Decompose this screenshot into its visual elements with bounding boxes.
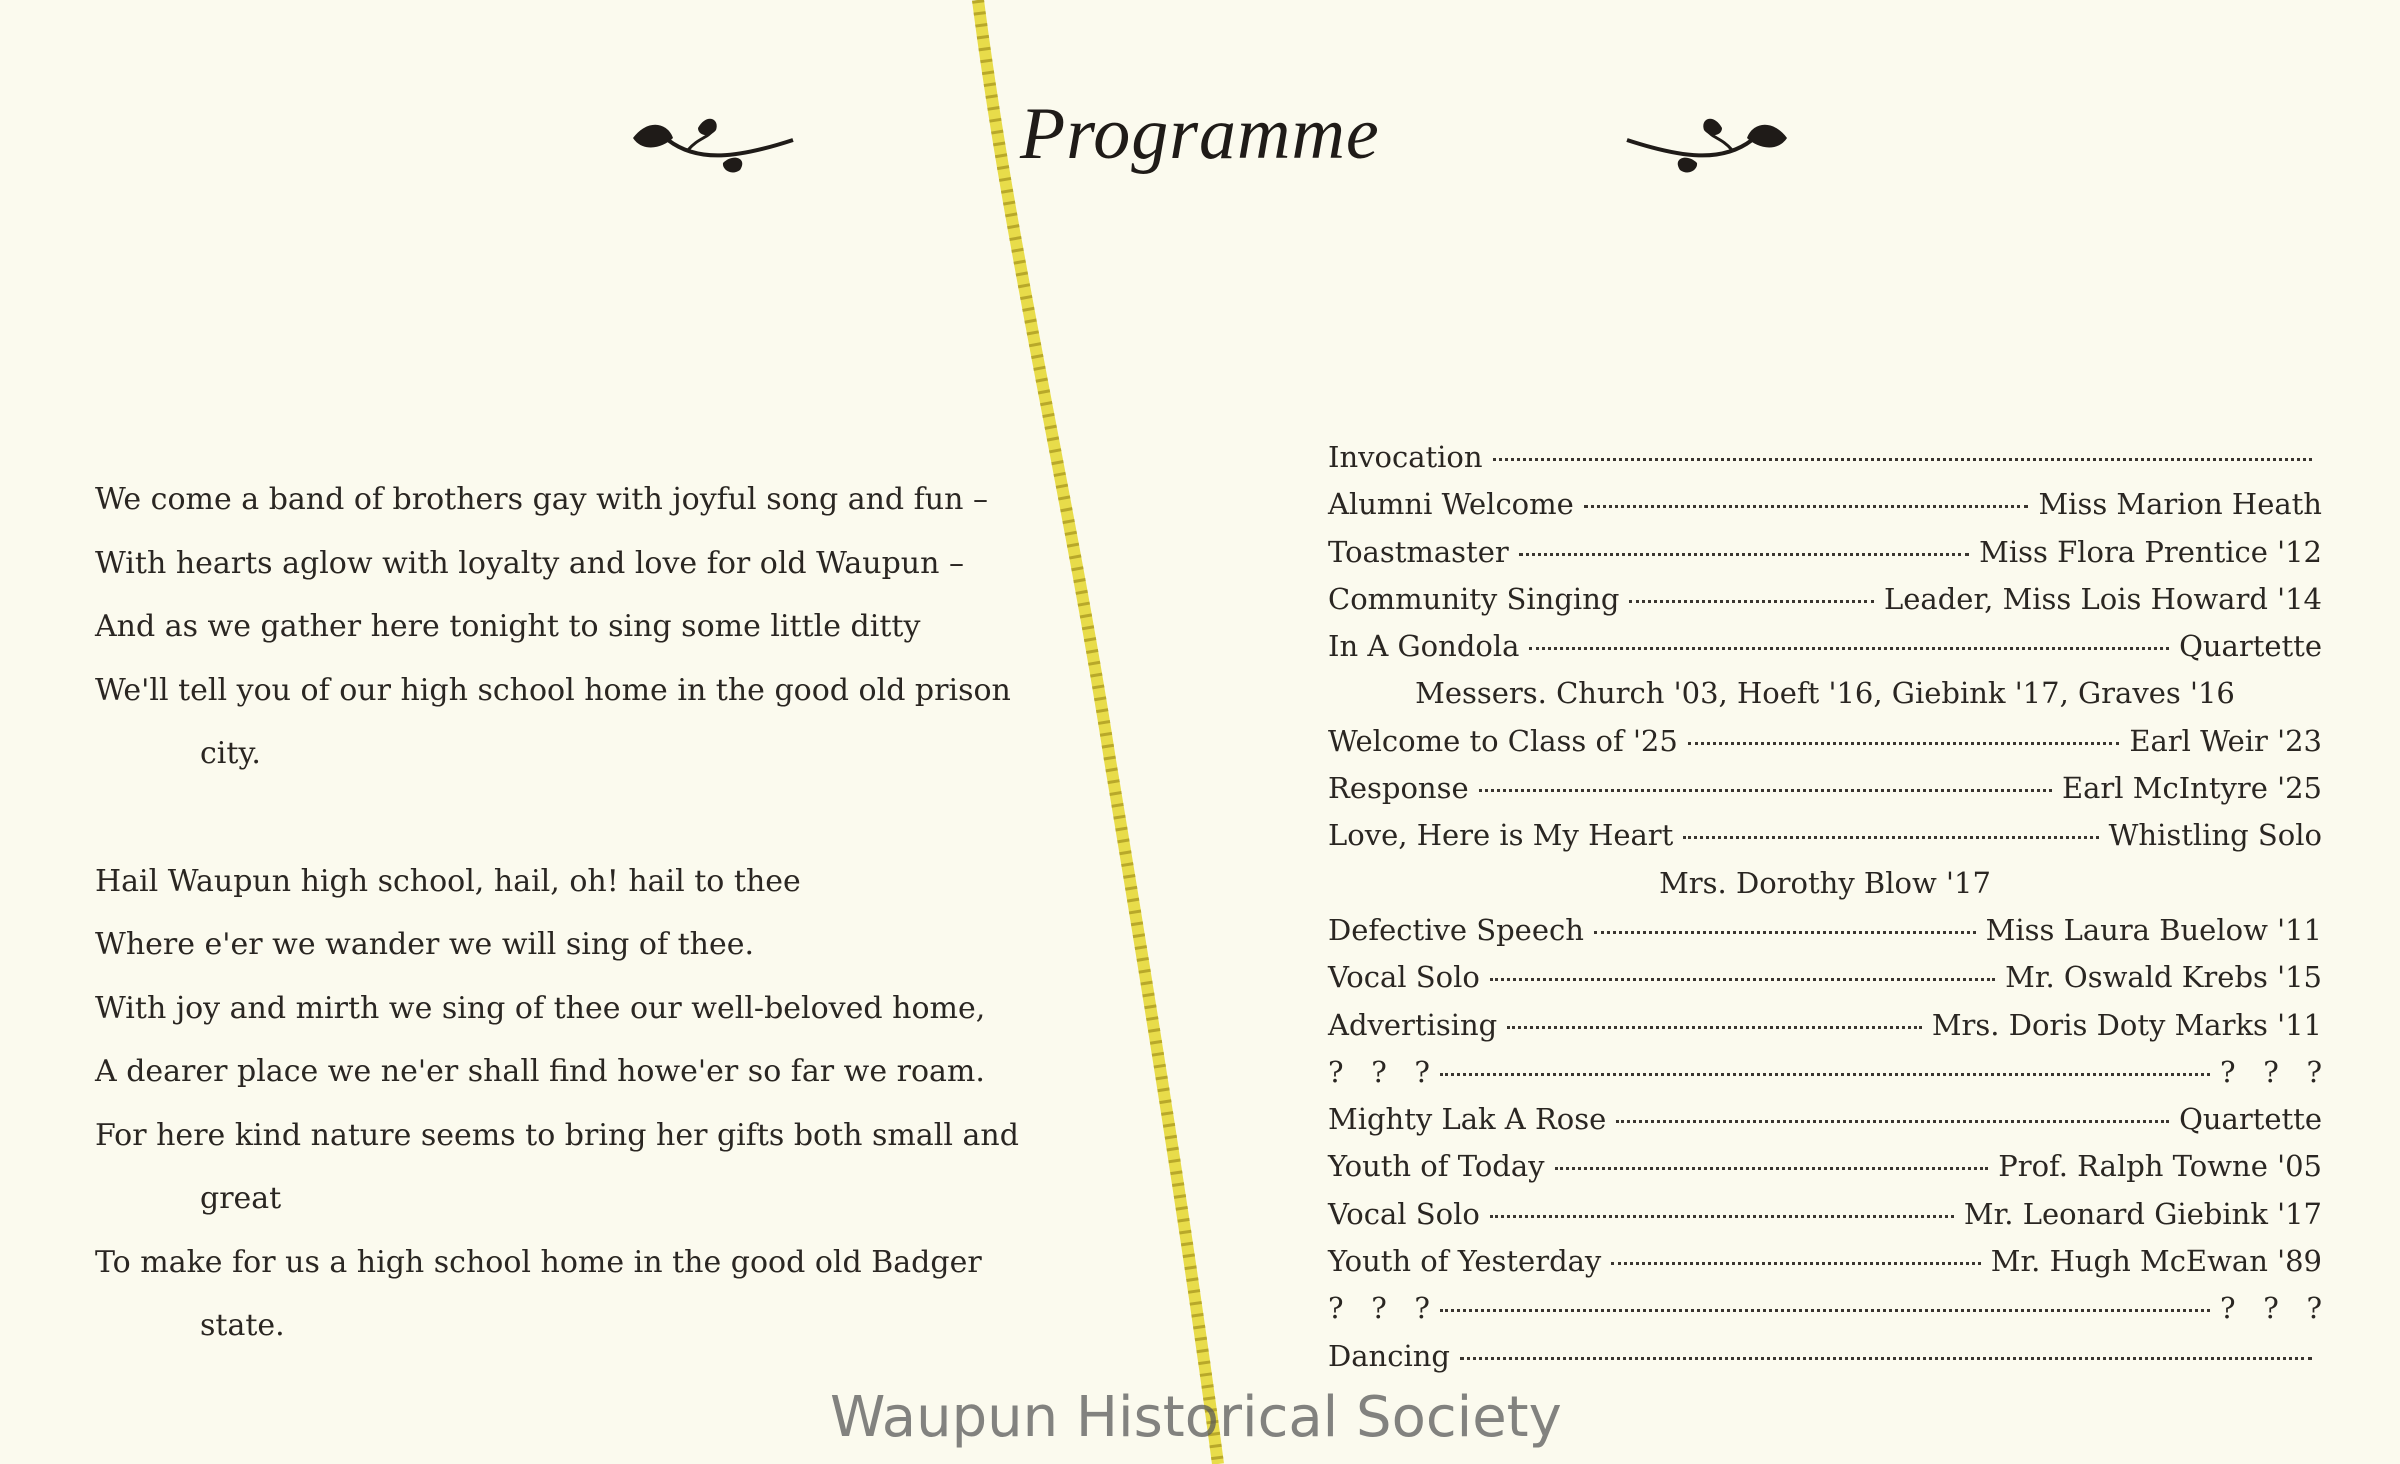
verse-gap <box>95 786 1095 850</box>
page-title: Programme <box>1020 93 1380 175</box>
dot-leader <box>1440 1073 2210 1076</box>
dot-leader <box>1460 1357 2312 1360</box>
dot-leader <box>1584 505 2029 508</box>
programme-item-title: Welcome to Class of '25 <box>1328 723 1678 758</box>
programme-note: Messers. Church '03, Hoeft '16, Giebink '17, Graves '16 <box>1415 676 2235 711</box>
watermark: Waupun Historical Society <box>830 1385 1562 1450</box>
programme-item-title: Response <box>1328 771 1469 806</box>
programme-item <box>1328 765 2322 812</box>
programme-item-performer: Quartette <box>2179 629 2322 664</box>
song-line: city. <box>200 736 261 771</box>
dot-leader <box>1479 789 2052 792</box>
programme-item <box>1328 1285 2322 1332</box>
programme-item-performer: ? ? ? <box>2220 1291 2322 1326</box>
dot-leader <box>1555 1167 1989 1170</box>
programme-item <box>1328 1191 2322 1238</box>
song-line: A dearer place we ne'er shall find howe'er so far we roam. <box>95 1054 985 1089</box>
programme-item-performer: Mr. Hugh McEwan '89 <box>1990 1244 2322 1279</box>
dot-leader <box>1594 931 1976 934</box>
programme-item-title: Vocal Solo <box>1328 1196 1480 1231</box>
programme-item-performer: Mr. Leonard Giebink '17 <box>1963 1196 2322 1231</box>
song-line: With hearts aglow with loyalty and love for old Waupun – <box>95 545 964 581</box>
programme-item-title: Dancing <box>1328 1338 1450 1373</box>
programme-item <box>1328 907 2322 954</box>
programme-item-title: Toastmaster <box>1328 534 1509 569</box>
programme-item-performer: Miss Flora Prentice '12 <box>1979 534 2322 569</box>
programme-item-title: Advertising <box>1328 1007 1498 1042</box>
dot-leader <box>1683 836 2098 839</box>
song-line: To make for us a high school home in the good old Badger <box>95 1244 982 1280</box>
dot-leader <box>1529 647 2169 650</box>
programme-item <box>1328 1143 2322 1190</box>
dot-leader <box>1440 1309 2210 1312</box>
song-line: With joy and mirth we sing of thee our well-beloved home, <box>95 990 986 1026</box>
programme-item-performer: Miss Laura Buelow '11 <box>1985 912 2322 947</box>
dot-leader <box>1507 1026 1922 1029</box>
dot-leader <box>1490 978 1995 981</box>
dot-leader <box>1519 553 1969 556</box>
programme-item-title: ? ? ? <box>1328 1291 1430 1326</box>
programme-item <box>1328 1238 2322 1285</box>
dot-leader <box>1629 600 1874 603</box>
programme-item-performer: Quartette <box>2179 1102 2322 1137</box>
song-line: Hail Waupun high school, hail, oh! hail to thee <box>95 863 801 899</box>
programme-item <box>1328 434 2322 481</box>
programme-item-performer: Mrs. Doris Doty Marks '11 <box>1931 1007 2322 1042</box>
programme-item-title: Youth of Yesterday <box>1328 1244 1602 1279</box>
programme-item <box>1328 1096 2322 1143</box>
floral-ornament-right-icon <box>1622 108 1792 178</box>
programme-item <box>1328 576 2322 623</box>
song-line: For here kind nature seems to bring her gifts both small and <box>95 1117 1019 1153</box>
floral-ornament-left-icon <box>628 108 798 178</box>
song-line: We come a band of brothers gay with joyful song and fun – <box>95 482 988 517</box>
programme-item-performer: Earl McIntyre '25 <box>2061 771 2322 806</box>
song-line: Where e'er we wander we will sing of thee. <box>95 927 755 962</box>
programme-item-title: Youth of Today <box>1328 1149 1545 1184</box>
programme-item-performer: ? ? ? <box>2220 1054 2322 1089</box>
dot-leader <box>1616 1120 2169 1123</box>
song-line: state. <box>200 1308 285 1343</box>
programme-item-title: ? ? ? <box>1328 1054 1430 1089</box>
programme-item-title: Defective Speech <box>1328 912 1584 947</box>
dot-leader <box>1490 1215 1954 1218</box>
song-line: And as we gather here tonight to sing some little ditty <box>95 609 921 644</box>
programme-item-performer: Miss Marion Heath <box>2038 487 2322 522</box>
programme-item <box>1328 1333 2322 1380</box>
programme-item-title: Love, Here is My Heart <box>1328 818 1674 853</box>
dot-leader <box>1611 1262 1980 1265</box>
programme-note: Mrs. Dorothy Blow '17 <box>1659 865 1991 900</box>
programme-item <box>1328 529 2322 576</box>
song-line: great <box>200 1181 282 1216</box>
programme-item-title: Invocation <box>1328 440 1483 474</box>
programme-item-performer: Mr. Oswald Krebs '15 <box>2005 960 2322 995</box>
programme-item <box>1328 954 2322 1001</box>
programme-item-performer: Whistling Solo <box>2108 818 2322 853</box>
programme-item-performer: Earl Weir '23 <box>2129 723 2322 758</box>
song-line: We'll tell you of our high school home in the good old prison <box>95 672 1011 708</box>
dot-leader <box>1688 742 2120 745</box>
programme-item-title: Vocal Solo <box>1328 960 1480 995</box>
programme-item <box>1328 718 2322 765</box>
programme-item <box>1328 1049 2322 1096</box>
programme-list <box>1328 434 2322 1380</box>
programme-item-title: Alumni Welcome <box>1328 487 1574 522</box>
programme-item-title: Mighty Lak A Rose <box>1328 1102 1607 1137</box>
programme-item-performer: Leader, Miss Lois Howard '14 <box>1884 581 2322 616</box>
programme-item-performer: Prof. Ralph Towne '05 <box>1998 1149 2322 1184</box>
programme-item <box>1328 812 2322 859</box>
programme-item <box>1328 1002 2322 1049</box>
programme-item <box>1328 481 2322 528</box>
programme-item-title: In A Gondola <box>1328 629 1520 664</box>
programme-item-title: Community Singing <box>1328 581 1620 616</box>
school-song <box>95 468 1095 1358</box>
programme-item <box>1328 623 2322 670</box>
dot-leader <box>1493 458 2312 461</box>
